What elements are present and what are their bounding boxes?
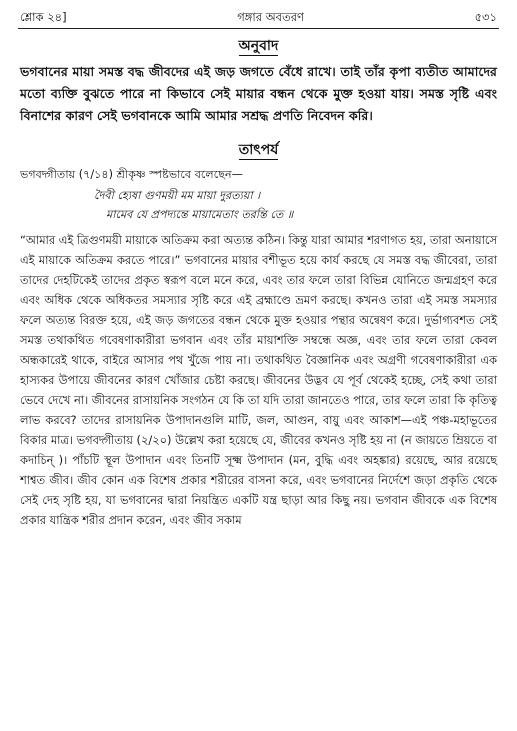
verse-line-2: মামেব যে প্রপদ্যন্তে মায়ামেতাং তরন্তি তে ॥ — [106, 208, 294, 221]
translation-heading — [20, 37, 497, 55]
purport-heading — [20, 141, 497, 159]
purport-paragraph: “আমার এই ত্রিগুণময়ী মায়াকে অতিক্রম করা অত্যন্ত কঠিন। কিন্তু যারা আমার শরণাগত হয়, তারা অনায়াসে এই মায়াকে অতিক্রম করতে পারে।” ভগবানের মায়ার বশীভূত হয়ে কার্য করছে যে সমস্ত বদ্ধ জীবেরা, তারা তাদের দেহটিকেই তাদের প্রকৃত স্বরূপ বলে মনে করে, এবং তার ফলে তারা বিভিন্ন যোনিতে জন্মগ্রহণ করে এবং অধিক থেকে অধিকতর সমস্যার সৃষ্টি করে এই ব্রহ্মাণ্ডে ভ্রমণ করছে। কখনও তারা এই সমস্ত সমস্যার ফলে অত্যন্ত বিরক্ত হয়ে, এই জড় জগতের বন্ধন থেকে মুক্ত হওয়ার পন্থার অন্বেষণ করে। দুর্ভাগ্যবশত সেই সমস্ত তথাকথিত গবেষণাকারীরা ভগবান এবং তাঁর মায়াশক্তি সম্বন্ধে অজ্ঞ, এবং তার ফলে তারা কেবল অন্ধকারেই থাকে, বাইরে আসার পথ খুঁজে পায় না। তথাকথিত বৈজ্ঞানিক এবং অগ্রণী গবেষণাকারীরা এক হাস্যকর উপায়ে জীবনের কারণ খোঁজার চেষ্টা করছে। জীবনের উদ্ভব যে পূর্ব থেকেই হচ্ছে, সেই কথা তারা ভেবে দেখে না। জীবনের রাসায়নিক সংগঠন যে কি তা যদি তারা জানতেও পারে, তার ফলে তারা কি কৃতিত্ব লাভ করবে? তাদের রাসায়নিক উপাদানগুলি মাটি, জল, আগুন, বায়ু এবং আকাশ—এই পঞ্চ-মহাভূতের বিকার মাত্র। ভগবদ্গীতায় (২/২০) উল্লেখ করা হয়েছে যে, জীবের কখনও সৃষ্টি হয় না (ন জায়তে ম্রিয়তে বা কদাচিন্ )। পাঁচটি স্থূল উপাদান এবং তিনটি সূক্ষ্ম উপাদান (মন, বুদ্ধি এবং অহঙ্কার) রয়েছে, আর রয়েছে শাশ্বত জীব। জীব কোন এক বিশেষ প্রকার শরীরের বাসনা করে, এবং ভগবানের নির্দেশে জড়া প্রকৃতি থেকে সেই দেহ সৃষ্টি হয়, যা ভগবানের দ্বারা নিয়ন্ত্রিত একটি যন্ত্র ছাড়া আর কিছু নয়। ভগবান জীবকে এক বিশেষ প্রকার যান্ত্রিক শরীর প্রদান করেন, এবং জীব সকাম — [20, 233, 497, 527]
sanskrit-verse — [20, 186, 497, 224]
verse-line-1: দৈবী হ্যেষা গুণময়ী মম মায়া দুরত্যয়া । — [94, 189, 261, 202]
page-number: ৫৩১ — [474, 10, 497, 24]
header-rule — [18, 28, 499, 29]
translation-text: ভগবানের মায়া সমস্ত বদ্ধ জীবদের এই জড় জগতে বেঁধে রাখে। তাই তাঁর কৃপা ব্যতীত আমাদের মতো ব্যক্তি বুঝতে পারে না কিভাবে সেই মায়ার বন্ধন থেকে মুক্ত হওয়া যায়। সমস্ত সৃষ্টি এবং বিনাশের কারণ সেই ভগবানকে আমি আমার সশ্রদ্ধ প্রণতি নিবেদন করি। — [20, 64, 497, 123]
running-header — [20, 6, 497, 28]
verse-reference: শ্লোক ২৪] — [20, 10, 67, 24]
purport-intro: ভগবদ্গীতায় (৭/১৪) শ্রীকৃষ্ণ স্পষ্টভাবে বলেছেন— — [20, 168, 243, 181]
purport-body — [20, 230, 497, 530]
chapter-title: গঙ্গার অবতরণ — [237, 10, 304, 24]
translation-heading-text: অনুবাদ — [238, 38, 279, 54]
purport-heading-text: তাৎপর্য — [238, 142, 279, 158]
